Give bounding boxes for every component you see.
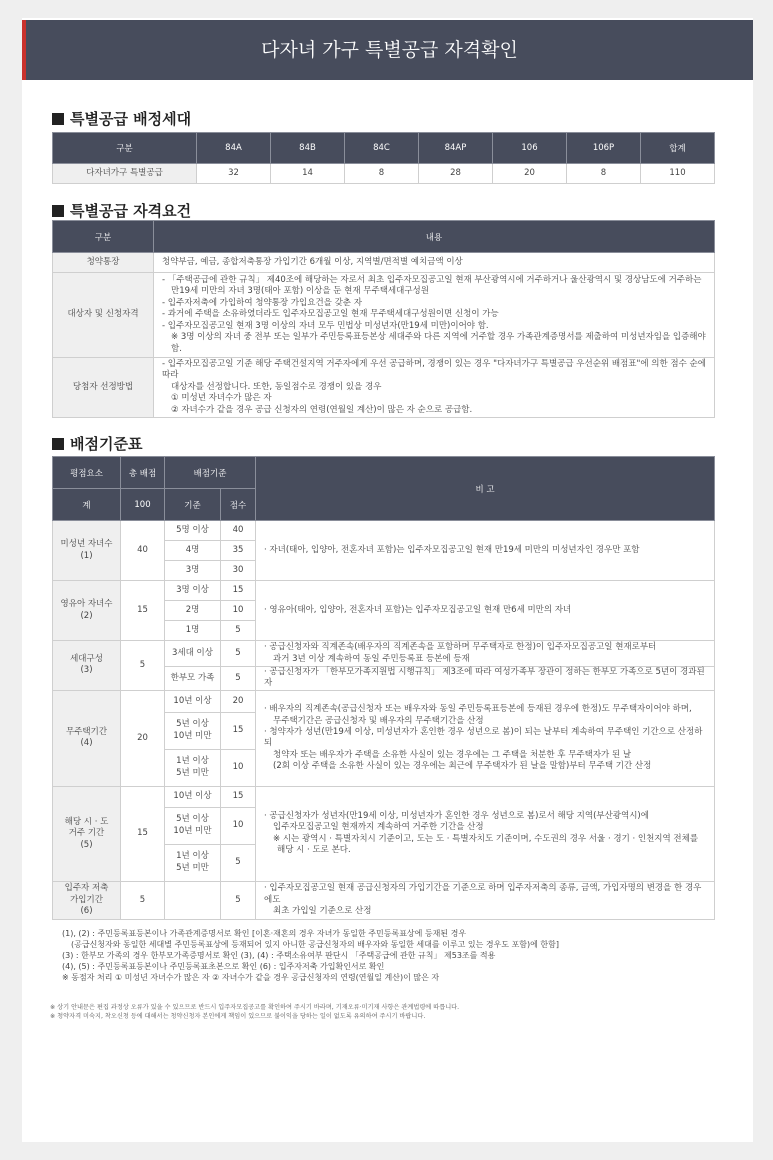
row-label: 청약통장 [53, 253, 154, 273]
criteria-standard: 3명 [165, 561, 221, 581]
criteria-points: 15 [221, 786, 256, 807]
total-score: 20 [121, 690, 165, 786]
table-row [53, 253, 715, 273]
table-row [53, 786, 715, 807]
criteria-standard: 10년 이상 [165, 786, 221, 807]
header-cell: 총 배점 [121, 457, 165, 489]
criteria-standard: 5년 이상 10년 미만 [165, 712, 221, 749]
square-bullet-icon [52, 205, 64, 217]
criteria-standard: 한부모 가족 [165, 667, 221, 691]
table-cell: 8 [567, 164, 641, 184]
header-cell: 평점요소 [53, 457, 121, 489]
total-score: 15 [121, 581, 165, 641]
criteria-points: 30 [221, 561, 256, 581]
table-header-row [53, 457, 715, 489]
table-cell: 8 [345, 164, 419, 184]
row-label: 대상자 및 신청자격 [53, 273, 154, 358]
table-cell: 110 [641, 164, 715, 184]
header-cell: 84C [345, 133, 419, 164]
row-content: - 입주자모집공고일 기준 해당 주택건설지역 거주자에게 우선 공급하며, 경쟁이 있는 경우 "다자녀가구 특별공급 우선순위 배점표"에 의한 점수 순에 따라 대상자를 선정합니다. 또한, 동일점수로 경쟁이 있을 경우 ① 미성년 자녀수가 많은 자 ② 자녀수가 같을 경우 공급 신청자의 연령(연월일 계산)이 많은 자 순으로 공급함. [154, 358, 715, 418]
remark: · 공급신청자와 직계존속(배우자의 직계존속을 포함하며 무주택자로 한정)이 입주자모집공고일 현재로부터 과거 3년 이상 계속하여 동일 주민등록표 등본에 등재 [256, 641, 715, 667]
table-cell: 32 [197, 164, 271, 184]
criteria-standard: 5명 이상 [165, 521, 221, 541]
header-cell: 내용 [154, 221, 715, 253]
header-cell: 84B [271, 133, 345, 164]
header-cell: 84AP [419, 133, 493, 164]
criteria-standard: 3세대 이상 [165, 641, 221, 667]
notices: ※ 상기 안내문은 편집 과정상 오류가 있을 수 있으므로 반드시 입주자모집공고를 확인하여 주시기 바라며, 기재오류·미기재 사항은 관계법령에 따릅니다. ※ 청약자격 미숙지, 착오신청 등에 대해서는 청약신청자 본인에게 책임이 있으므로 불이익을 당하는 일이 없도록 유의하여 주시기 바랍니다. [50, 1004, 460, 1020]
row-label: 입주자 저축 가입기간 (6) [53, 881, 121, 919]
table-row [53, 690, 715, 712]
remark: · 영유아(태아, 입양아, 전혼자녀 포함)는 입주자모집공고일 현재 만6세 미만의 자녀 [256, 581, 715, 641]
table-header-row [53, 221, 715, 253]
criteria-standard: 1년 이상 5년 미만 [165, 749, 221, 786]
criteria-points: 20 [221, 690, 256, 712]
criteria-points: 5 [221, 641, 256, 667]
criteria-points: 10 [221, 749, 256, 786]
remark: · 배우자의 직계존속(공급신청자 또는 배우자와 동일 주민등록표등본에 등재된 경우에 한정)도 무주택자이어야 하며, 무주택기간은 공급신청자 및 배우자의 무주택기간을 산정 · 청약자가 성년(만19세 이상, 미성년자가 혼인한 경우 성년으로 봄)이 되는 날부터 계속하여 무주택인 기간으로 산정하되 청약자 또는 배우자가 주택을 소유한 사실이 있는 경우에는 그 주택을 처분한 후 무주택자가 된 날 (2회 이상 주택을 소유한 사실이 있는 경우에는 최근에 무주택자가 된 날을 말함)부터 무주택 기간 산정 [256, 690, 715, 786]
header-cell: 106P [567, 133, 641, 164]
square-bullet-icon [52, 438, 64, 450]
total-score: 40 [121, 521, 165, 581]
header-cell: 84A [197, 133, 271, 164]
criteria-standard: 4명 [165, 541, 221, 561]
remark: · 자녀(태아, 입양아, 전혼자녀 포함)는 입주자모집공고일 현재 만19세 미만의 미성년자인 경우만 포함 [256, 521, 715, 581]
table-row [53, 358, 715, 418]
remark: · 공급신청자가 성년자(만19세 이상, 미성년자가 혼인한 경우 성년으로 봄)로서 해당 지역(부산광역시)에 입주자모집공고일 현재까지 계속하여 거주한 기간을 산정 ※ 시는 광역시 · 특별자치시 기준이고, 도는 도 · 특별자치도 기준이며, 수도권의 경우 서울 · 경기 · 인천지역 전체를 해당 시 · 도로 본다. [256, 786, 715, 881]
total-score: 5 [121, 881, 165, 919]
row-content: 청약부금, 예금, 종합저축통장 가입기간 6개월 이상, 지역별/면적별 예치금액 이상 [154, 253, 715, 273]
criteria-points: 40 [221, 521, 256, 541]
criteria-points: 15 [221, 712, 256, 749]
row-label: 미성년 자녀수 (1) [53, 521, 121, 581]
criteria-standard [165, 881, 221, 919]
row-label: 영유아 자녀수 (2) [53, 581, 121, 641]
footnotes: (1), (2) : 주민등록표등본이나 가족관계증명서로 확인 [이혼·재혼의 경우 자녀가 동일한 주민등록표상에 등재된 경우 (공급신청자와 동일한 세대별 주민등록표상에 등재되어 있지 아니한 공급신청자의 배우자와 동일한 세대를 이루고 있는 경우도 포함)에 한함] (3) : 한부모 가족의 경우 한부모가족증명서로 확인 (3), (4) : 주택소유여부 판단시 「주택공급에 관한 규칙」 제53조를 적용 (4), (5) : 주민등록표등본이나 주민등록표초본으로 확인 (6) : 입주자저축 가입확인서로 확인 ※ 동점자 처리 ① 미성년 자녀수가 많은 자 ② 자녀수가 같을 경우 공급신청자의 연령(연월일 계산)이 많은 자 [62, 929, 559, 982]
square-bullet-icon [52, 113, 64, 125]
criteria-standard: 1명 [165, 621, 221, 641]
row-label: 해당 시 · 도 거주 기간 (5) [53, 786, 121, 881]
section-title-allocation: 특별공급 배정세대 [52, 108, 191, 129]
header-cell: 합계 [641, 133, 715, 164]
criteria-standard: 1년 이상 5년 미만 [165, 844, 221, 881]
table-row [53, 581, 715, 601]
criteria-points: 10 [221, 601, 256, 621]
criteria-points: 35 [221, 541, 256, 561]
table-row [53, 641, 715, 667]
criteria-standard: 10년 이상 [165, 690, 221, 712]
table-row [53, 881, 715, 919]
header-cell: 비 고 [256, 457, 715, 521]
criteria-points: 5 [221, 621, 256, 641]
total-score: 5 [121, 641, 165, 691]
row-label: 세대구성 (3) [53, 641, 121, 691]
row-label: 다자녀가구 특별공급 [53, 164, 197, 184]
criteria-points: 15 [221, 581, 256, 601]
criteria-points: 5 [221, 844, 256, 881]
requirements-table [52, 220, 715, 418]
table-cell: 28 [419, 164, 493, 184]
table-cell: 14 [271, 164, 345, 184]
row-label: 당첨자 선정방법 [53, 358, 154, 418]
table-header-row [53, 133, 715, 164]
row-label: 무주택기간 (4) [53, 690, 121, 786]
criteria-points: 5 [221, 881, 256, 919]
scoring-table [52, 456, 715, 920]
criteria-standard: 5년 이상 10년 미만 [165, 807, 221, 844]
row-content: - 「주택공급에 관한 규칙」 제40조에 해당하는 자로서 최초 입주자모집공고일 현재 부산광역시에 거주하거나 울산광역시 및 경상남도에 거주하는 만19세 미만의 자녀 3명(태아 포함) 이상을 둔 현재 무주택세대구성원 - 입주자저축에 가입하여 청약통장 가입요건을 갖춘 자 - 과거에 주택을 소유하였더라도 입주자모집공고일 현재 무주택세대구성원이면 신청이 가능 - 입주자모집공고일 현재 3명 이상의 자녀 모두 민법상 미성년자(만19세 미만)이어야 함. ※ 3명 이상의 자녀 중 전부 또는 일부가 주민등록표등본상 세대주와 다른 지역에 거주할 경우 가족관계증명서를 제출하여 미성년자임을 입증해야 함. [154, 273, 715, 358]
remark: · 공급신청자가 「한부모가족지원법 시행규칙」 제3조에 따라 여성가족부 장관이 정하는 한부모 가족으로 5년이 경과된 자 [256, 667, 715, 691]
header-cell: 구분 [53, 221, 154, 253]
remark: · 입주자모집공고일 현재 공급신청자의 가입기간을 기준으로 하며 입주자저축의 종류, 금액, 가입자명의 변경을 한 경우에도 최초 가입일 기준으로 산정 [256, 881, 715, 919]
header-cell: 구분 [53, 133, 197, 164]
table-row [53, 164, 715, 184]
table-cell: 20 [493, 164, 567, 184]
header-cell: 100 [121, 489, 165, 521]
criteria-points: 5 [221, 667, 256, 691]
header-cell: 기준 [165, 489, 221, 521]
criteria-standard: 2명 [165, 601, 221, 621]
table-row [53, 273, 715, 358]
page [22, 18, 753, 1142]
section-title-scoring: 배점기준표 [52, 433, 142, 454]
header-cell: 106 [493, 133, 567, 164]
header-cell: 계 [53, 489, 121, 521]
total-score: 15 [121, 786, 165, 881]
page-title: 다자녀 가구 특별공급 자격확인 [22, 20, 753, 80]
criteria-standard: 3명 이상 [165, 581, 221, 601]
section-title-requirements: 특별공급 자격요건 [52, 200, 191, 221]
header-cell: 배점기준 [165, 457, 256, 489]
header-cell: 점수 [221, 489, 256, 521]
allocation-table [52, 132, 715, 184]
table-row [53, 521, 715, 541]
criteria-points: 10 [221, 807, 256, 844]
